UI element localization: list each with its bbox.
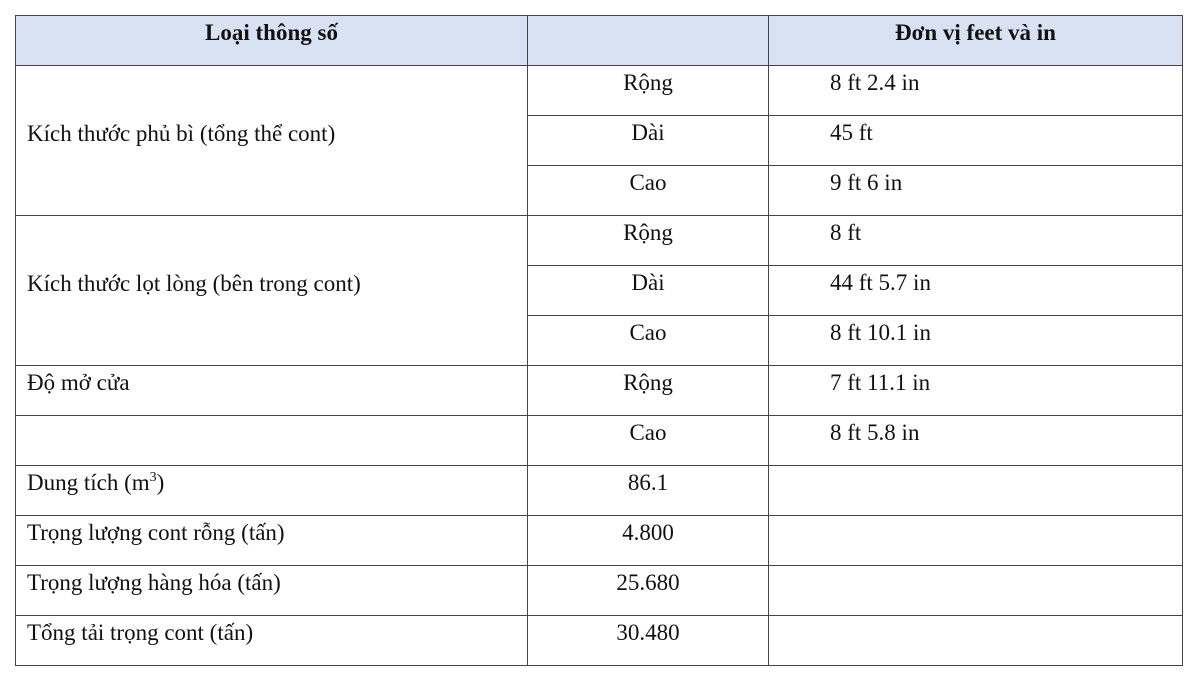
value-cell: 8 ft 2.4 in xyxy=(769,66,1183,116)
capacity-label xyxy=(16,466,528,516)
table-row xyxy=(16,416,1183,466)
value-cell: 8 ft 5.8 in xyxy=(769,416,1183,466)
dimension-cell: Dài xyxy=(528,266,769,316)
payload-weight-label: Trọng lượng hàng hóa (tấn) xyxy=(16,566,528,616)
gross-weight-label: Tổng tải trọng cont (tấn) xyxy=(16,616,528,666)
table-row xyxy=(16,66,1183,116)
value-cell: 8 ft xyxy=(769,216,1183,266)
header-row xyxy=(16,16,1183,66)
table-row xyxy=(16,366,1183,416)
empty-label-cell xyxy=(16,416,528,466)
empty-value-cell xyxy=(769,516,1183,566)
header-dimension xyxy=(528,16,769,66)
dimension-cell: Rộng xyxy=(528,66,769,116)
dimension-cell: Cao xyxy=(528,416,769,466)
payload-weight-value: 25.680 xyxy=(528,566,769,616)
table-row xyxy=(16,466,1183,516)
value-cell: 7 ft 11.1 in xyxy=(769,366,1183,416)
capacity-value: 86.1 xyxy=(528,466,769,516)
table-row xyxy=(16,516,1183,566)
dimension-cell: Rộng xyxy=(528,216,769,266)
table-row xyxy=(16,566,1183,616)
gross-weight-value: 30.480 xyxy=(528,616,769,666)
empty-value-cell xyxy=(769,616,1183,666)
internal-dimensions-label: Kích thước lọt lòng (bên trong cont) xyxy=(16,216,528,366)
header-unit: Đơn vị feet và in xyxy=(769,16,1183,66)
capacity-label-end: ) xyxy=(156,470,165,495)
empty-value-cell xyxy=(769,566,1183,616)
tare-weight-value: 4.800 xyxy=(528,516,769,566)
dimension-cell: Dài xyxy=(528,116,769,166)
container-spec-table xyxy=(15,15,1183,666)
dimension-cell: Rộng xyxy=(528,366,769,416)
capacity-unit-superscript: 3 xyxy=(149,470,157,485)
value-cell: 9 ft 6 in xyxy=(769,166,1183,216)
header-param-type: Loại thông số xyxy=(16,16,528,66)
capacity-label-text: Dung tích (m xyxy=(27,470,150,495)
door-opening-label: Độ mở cửa xyxy=(16,366,528,416)
dimension-cell: Cao xyxy=(528,166,769,216)
value-cell: 8 ft 10.1 in xyxy=(769,316,1183,366)
empty-value-cell xyxy=(769,466,1183,516)
table-row xyxy=(16,616,1183,666)
external-dimensions-label: Kích thước phủ bì (tổng thể cont) xyxy=(16,66,528,216)
value-cell: 45 ft xyxy=(769,116,1183,166)
value-cell: 44 ft 5.7 in xyxy=(769,266,1183,316)
tare-weight-label: Trọng lượng cont rỗng (tấn) xyxy=(16,516,528,566)
dimension-cell: Cao xyxy=(528,316,769,366)
table-row xyxy=(16,216,1183,266)
